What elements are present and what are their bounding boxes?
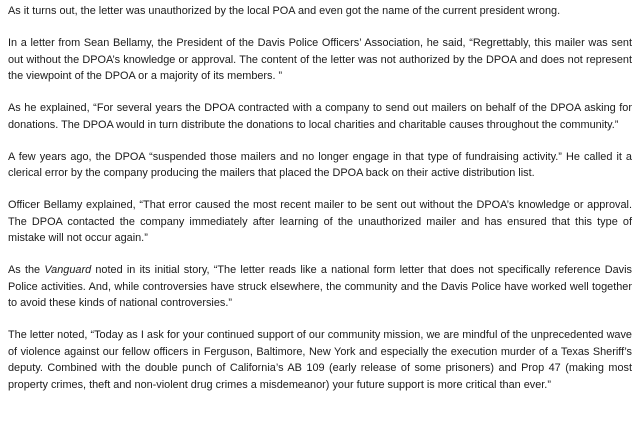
paragraph-letter-quote: The letter noted, “Today as I ask for your continued support of our community mission, we are mindful of the unprecedented wave of violence against our fellow officers in Ferguson, Baltimore, New York and especially the execution murder of a Texas Sheriff’s deputy. Combined with the double punch of California’s AB 109 (early release of some prisoners) and Prop 47 (making most property crimes, theft and non-violent drug crimes a misdemeanor) your future support is more critical than ever.”: [8, 329, 632, 391]
paragraph-clerical-error: A few years ago, the DPOA “suspended those mailers and no longer engage in that type of fundraising activity.” He called it a clerical error by the company producing the mailers that placed the DPOA back on their active distribution list.: [8, 150, 632, 179]
paragraph-bellamy-statement: In a letter from Sean Bellamy, the President of the Davis Police Officers’ Association, he said, “Regrettably, this mailer was sent out without the DPOA’s knowledge or approval. The content of the letter was not authorized by the DPOA and does not represent the viewpoint of the DPOA or a majority of its members. ”: [8, 37, 632, 82]
paragraph-mailer-contract: As he explained, “For several years the DPOA contracted with a company to send out mailers on behalf of the DPOA asking for donations. The DPOA would in turn distribute the donations to local charities and charitable causes throughout the community.”: [8, 102, 632, 131]
paragraph-error-explanation: Officer Bellamy explained, “That error caused the most recent mailer to be sent out without the DPOA’s knowledge or approval. The DPOA contacted the company immediately after learning of the unauthorized mailer and has ensured that this type of mistake will not occur again.”: [8, 199, 632, 244]
vanguard-text-after: noted in its initial story, “The letter reads like a national form letter that does not specifically reference Davis Police activities. And, while controversies have struck elsewhere, the community and the Davis Police have worked well together to avoid these kinds of national controversies.”: [8, 264, 632, 309]
paragraph-unauthorized-letter: As it turns out, the letter was unauthorized by the local POA and even got the name of the current president wrong.: [8, 5, 561, 17]
vanguard-publication-name: Vanguard: [44, 264, 92, 276]
vanguard-text-before: As the: [8, 264, 45, 276]
paragraph-vanguard-note: [8, 262, 632, 312]
